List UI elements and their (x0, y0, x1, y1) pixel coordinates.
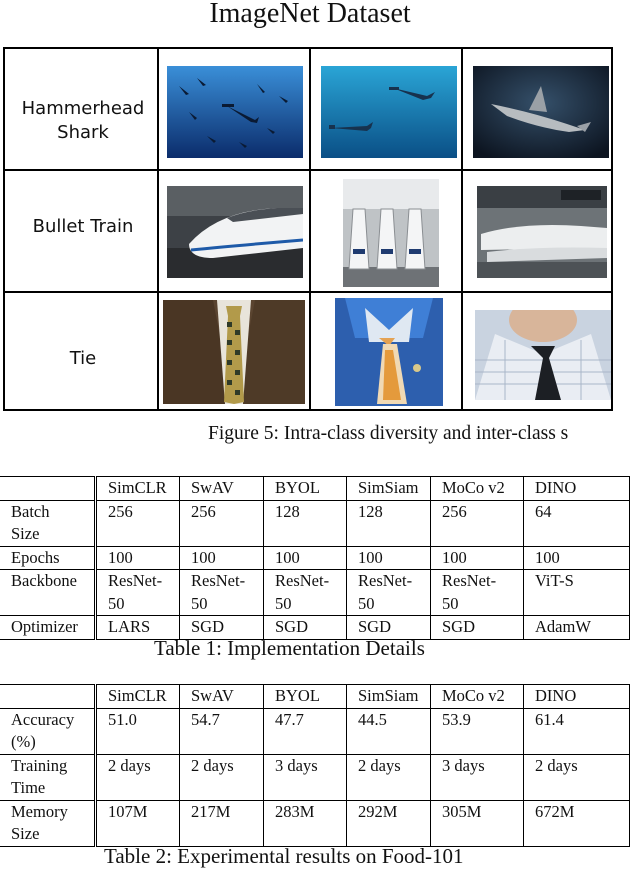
row-header-optimizer: Optimizer (0, 616, 96, 640)
table-cell: 2 days (524, 754, 630, 800)
table-cell: 305M (431, 800, 524, 846)
table-cell: ResNet- 50 (180, 570, 264, 616)
table-cell: 672M (524, 800, 630, 846)
table-cell: 100 (347, 546, 431, 570)
table-header-cell: SimCLR (96, 685, 180, 709)
table-cell: 256 (180, 500, 264, 546)
table2-caption: Table 2: Experimental results on Food-101 (104, 844, 464, 868)
table-cell: 100 (524, 546, 630, 570)
hammerhead-shark-image-3 (473, 66, 609, 158)
figure-caption: Figure 5: Intra-class diversity and inter-class s (208, 423, 569, 444)
table-cell: 54.7 (180, 708, 264, 754)
table-header-cell: MoCo v2 (431, 685, 524, 709)
grid-row-divider (5, 291, 611, 293)
table-cell: 283M (264, 800, 347, 846)
table-cell: 217M (180, 800, 264, 846)
table-cell: 100 (264, 546, 347, 570)
table-header-cell: SimCLR (96, 477, 180, 501)
row-header-batch-size: Batch Size (0, 500, 96, 546)
table-cell: SGD (264, 616, 347, 640)
table-cell: 2 days (96, 754, 180, 800)
table-header-cell: SwAV (180, 685, 264, 709)
table-cell: ResNet- 50 (431, 570, 524, 616)
table-row (0, 800, 630, 846)
table-header-cell: SimSiam (347, 477, 431, 501)
table-cell: 2 days (180, 754, 264, 800)
table-header-cell: SwAV (180, 477, 264, 501)
table-cell: 47.7 (264, 708, 347, 754)
table-cell: ResNet- 50 (96, 570, 180, 616)
table1-caption: Table 1: Implementation Details (154, 636, 425, 660)
table-cell: LARS (96, 616, 180, 640)
row-header-backbone: Backbone (0, 570, 96, 616)
table-cell: 3 days (264, 754, 347, 800)
implementation-details-table (0, 476, 630, 640)
experimental-results-table (0, 684, 630, 847)
table-cell: ViT-S (524, 570, 630, 616)
bullet-train-image-2 (343, 179, 439, 287)
table-cell: 53.9 (431, 708, 524, 754)
table-header-cell: BYOL (264, 685, 347, 709)
row-header-training-time: Training Time (0, 754, 96, 800)
row-label-hammerhead-shark: Hammerhead Shark (21, 98, 145, 143)
table-cell: SGD (431, 616, 524, 640)
table-cell: 292M (347, 800, 431, 846)
table-header-cell: DINO (524, 685, 630, 709)
table-cell: SGD (180, 616, 264, 640)
table-cell: 256 (96, 500, 180, 546)
bullet-train-image-1 (167, 186, 303, 278)
table-cell: 3 days (431, 754, 524, 800)
table-cell: 44.5 (347, 708, 431, 754)
row-header-memory-size: Memory Size (0, 800, 96, 846)
row-label-bullet-train: Bullet Train (32, 216, 134, 237)
table-row (0, 546, 630, 570)
table-cell: 128 (264, 500, 347, 546)
table-cell: ResNet- 50 (347, 570, 431, 616)
table-header-row (0, 477, 630, 501)
row-label-tie: Tie (69, 348, 97, 369)
table-cell: 107M (96, 800, 180, 846)
table-corner-cell (0, 477, 96, 501)
table-header-cell: SimSiam (347, 685, 431, 709)
table-row (0, 708, 630, 754)
tie-image-1 (163, 300, 305, 404)
image-grid (3, 47, 613, 411)
table-cell: 128 (347, 500, 431, 546)
grid-row-divider (5, 169, 611, 171)
table-header-cell: MoCo v2 (431, 477, 524, 501)
grid-col-divider (461, 49, 463, 409)
table-row (0, 570, 630, 616)
bullet-train-image-3 (477, 186, 607, 278)
row-header-epochs: Epochs (0, 546, 96, 570)
row-header-accuracy: Accuracy (%) (0, 708, 96, 754)
table-cell: AdamW (524, 616, 630, 640)
table-cell: 2 days (347, 754, 431, 800)
grid-col-divider (309, 49, 311, 409)
hammerhead-shark-image-1 (167, 66, 303, 158)
tie-image-3 (475, 310, 611, 400)
table-cell: ResNet- 50 (264, 570, 347, 616)
table-cell: 100 (96, 546, 180, 570)
table-corner-cell (0, 685, 96, 709)
table-header-cell: DINO (524, 477, 630, 501)
table-cell: 51.0 (96, 708, 180, 754)
figure-title: ImageNet Dataset (209, 0, 411, 29)
table-cell: 100 (431, 546, 524, 570)
table-cell: 61.4 (524, 708, 630, 754)
table-cell: 64 (524, 500, 630, 546)
hammerhead-shark-image-2 (321, 66, 457, 158)
table-row (0, 754, 630, 800)
table-cell: SGD (347, 616, 431, 640)
table-cell: 100 (180, 546, 264, 570)
table-header-cell: BYOL (264, 477, 347, 501)
table-cell: 256 (431, 500, 524, 546)
table-header-row (0, 685, 630, 709)
table-row (0, 500, 630, 546)
tie-image-2 (335, 298, 443, 406)
